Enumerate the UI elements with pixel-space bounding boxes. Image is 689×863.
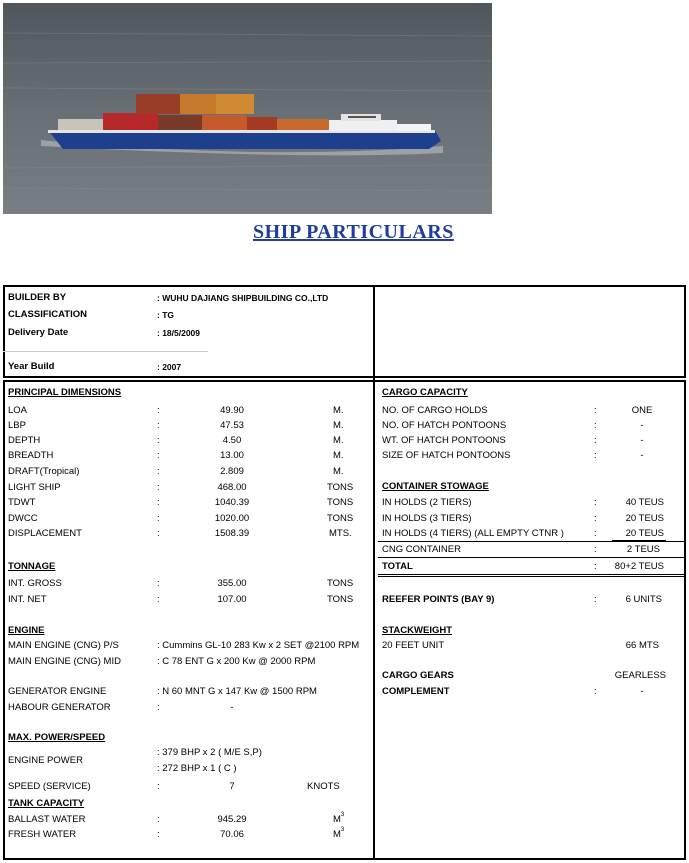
row-unit: MTS. [329, 528, 352, 539]
row-colon: : [157, 829, 160, 840]
row-label: NO. OF HATCH PONTOONS [382, 420, 507, 431]
row-unit: TONS [327, 482, 354, 493]
generator-engine-label: GENERATOR ENGINE [8, 686, 107, 697]
cargo-gears-value: GEARLESS [614, 670, 666, 681]
row-label: NO. OF CARGO HOLDS [382, 405, 488, 416]
harbour-generator-value: - [230, 702, 234, 713]
stowage-rule [378, 541, 684, 542]
reefer-colon: : [594, 594, 597, 605]
engine-heading: ENGINE [8, 625, 45, 636]
speed-colon: : [157, 781, 160, 792]
stackweight-heading: STACKWEIGHT [382, 625, 453, 636]
row-colon: : [157, 528, 160, 539]
main-engine-ps-value: : Cummins GL-10 283 Kw x 2 SET @2100 RPM [157, 640, 360, 651]
row-colon: : [594, 544, 597, 555]
row-label: TDWT [8, 497, 36, 508]
row-colon: : [594, 513, 597, 524]
row-label: CNG CONTAINER [382, 544, 461, 555]
row-value: - [640, 435, 644, 446]
builder-separator [3, 351, 208, 352]
tonnage-heading: TONNAGE [8, 561, 56, 572]
row-unit: $M^3$ [333, 827, 345, 840]
row-value: 20 TEUS [625, 528, 664, 539]
engine-power-line2: : 272 BHP x 1 ( C ) [157, 763, 237, 774]
reefer-value: 6 UNITS [625, 594, 662, 605]
row-unit: TONS [327, 513, 354, 524]
row-unit: M. [333, 420, 344, 431]
row-colon: : [157, 814, 160, 825]
speed-label: SPEED (SERVICE) [8, 781, 91, 792]
row-value: 47.53 [220, 420, 244, 431]
row-label: INT. GROSS [8, 578, 62, 589]
builder-by-label: BUILDER BY [8, 292, 67, 303]
builder-by-value: : WUHU DAJIANG SHIPBUILDING CO.,LTD [157, 293, 329, 303]
row-label: IN HOLDS (4 TIERS) (ALL EMPTY CTNR ) [382, 528, 564, 539]
total-label: TOTAL [382, 561, 413, 572]
generator-engine-value: : N 60 MNT G x 147 Kw @ 1500 RPM [157, 686, 317, 697]
row-label: DWCC [8, 513, 38, 524]
row-label: BALLAST WATER [8, 814, 86, 825]
row-value: 20 TEUS [625, 513, 664, 524]
row-value: 40 TEUS [625, 497, 664, 508]
row-value: 70.06 [220, 829, 244, 840]
row-label: BREADTH [8, 450, 54, 461]
row-label: LIGHT SHIP [8, 482, 61, 493]
row-colon: : [594, 528, 597, 539]
classification-value: : TG [157, 310, 174, 320]
stackweight-label: 20 FEET UNIT [382, 640, 445, 651]
container-stowage-heading: CONTAINER STOWAGE [382, 481, 489, 492]
complement-colon: : [594, 686, 597, 697]
speed-value: 7 [229, 781, 235, 792]
complement-value: - [640, 686, 644, 697]
harbour-generator-colon: : [157, 702, 160, 713]
row-colon: : [594, 405, 597, 416]
row-unit: TONS [327, 578, 354, 589]
row-value: 2.809 [220, 466, 244, 477]
stackweight-value: 66 MTS [625, 640, 659, 651]
row-colon: : [594, 420, 597, 431]
row-colon: : [594, 435, 597, 446]
row-value: - [640, 420, 644, 431]
row-label: FRESH WATER [8, 829, 77, 840]
row-colon: : [157, 513, 160, 524]
row-colon: : [157, 594, 160, 605]
row-label: DEPTH [8, 435, 41, 446]
harbour-generator-label: HABOUR GENERATOR [8, 702, 111, 713]
row-label: DISPLACEMENT [8, 528, 82, 539]
classification-label: CLASSIFICATION [8, 309, 87, 320]
row-unit: M. [333, 405, 344, 416]
total-colon: : [594, 561, 597, 572]
total-value: 80+2 TEUS [614, 561, 664, 572]
total-rule-top [378, 557, 684, 558]
row-colon: : [594, 450, 597, 461]
row-colon: : [157, 405, 160, 416]
main-engine-mid-value: : C 78 ENT G x 200 Kw @ 2000 RPM [157, 656, 316, 667]
row-unit: TONS [327, 594, 354, 605]
row-value: 2 TEUS [626, 544, 660, 555]
engine-power-line1: : 379 BHP x 2 ( M/E S,P) [157, 747, 262, 758]
row-label: INT. NET [8, 594, 47, 605]
ship-photo [3, 3, 492, 214]
column-divider [373, 285, 375, 860]
builder-box-right [373, 285, 686, 378]
page-title: SHIP PARTICULARS [253, 221, 454, 243]
delivery-value: : 18/5/2009 [157, 328, 201, 338]
row-colon: : [157, 450, 160, 461]
tank-heading: TANK CAPACITY [8, 798, 85, 809]
row-value: 107.00 [217, 594, 247, 605]
row-colon: : [594, 497, 597, 508]
row-colon: : [157, 497, 160, 508]
row-value: 4.50 [222, 435, 242, 446]
row-label: LOA [8, 405, 28, 416]
cargo-gears-label: CARGO GEARS [382, 670, 454, 681]
delivery-label: Delivery Date [8, 327, 69, 338]
year-value: : 2007 [157, 362, 182, 372]
row-value: 13.00 [220, 450, 244, 461]
main-engine-ps-label: MAIN ENGINE (CNG) P/S [8, 640, 119, 651]
total-rule-bottom [378, 574, 684, 575]
row-value: - [640, 450, 644, 461]
total-rule-bottom2 [378, 576, 684, 577]
engine-power-label: ENGINE POWER [8, 755, 83, 766]
row-colon: : [157, 482, 160, 493]
row-unit: $M^3$ [333, 812, 345, 825]
reefer-label: REEFER POINTS (BAY 9) [382, 594, 495, 605]
main-engine-mid-label: MAIN ENGINE (CNG) MID [8, 656, 121, 667]
row-colon: : [157, 420, 160, 431]
row-label: IN HOLDS (2 TIERS) [382, 497, 472, 508]
row-unit: TONS [327, 497, 354, 508]
speed-unit: KNOTS [307, 781, 340, 792]
row-label: SIZE OF HATCH PONTOONS [382, 450, 511, 461]
row-value: 468.00 [217, 482, 247, 493]
row-unit: M. [333, 435, 344, 446]
row-value: 355.00 [217, 578, 247, 589]
principal-heading: PRINCIPAL DIMENSIONS [8, 387, 122, 398]
row-label: DRAFT(Tropical) [8, 466, 80, 477]
row-colon: : [157, 466, 160, 477]
row-colon: : [157, 435, 160, 446]
complement-label: COMPLEMENT [382, 686, 450, 697]
cargo-capacity-heading: CARGO CAPACITY [382, 387, 468, 398]
row-value: 1020.00 [214, 513, 250, 524]
row-unit: M. [333, 450, 344, 461]
row-label: LBP [8, 420, 26, 431]
row-value: 945.29 [217, 814, 247, 825]
row-value: ONE [631, 405, 653, 416]
year-label: Year Build [8, 361, 55, 372]
row-colon: : [157, 578, 160, 589]
power-heading: MAX. POWER/SPEED [8, 732, 106, 743]
row-label: WT. OF HATCH PONTOONS [382, 435, 506, 446]
row-value: 1040.39 [214, 497, 250, 508]
row-unit: M. [333, 466, 344, 477]
details-box [3, 380, 686, 860]
row-value: 1508.39 [214, 528, 250, 539]
row-label: IN HOLDS (3 TIERS) [382, 513, 472, 524]
row-value: 49.90 [220, 405, 244, 416]
